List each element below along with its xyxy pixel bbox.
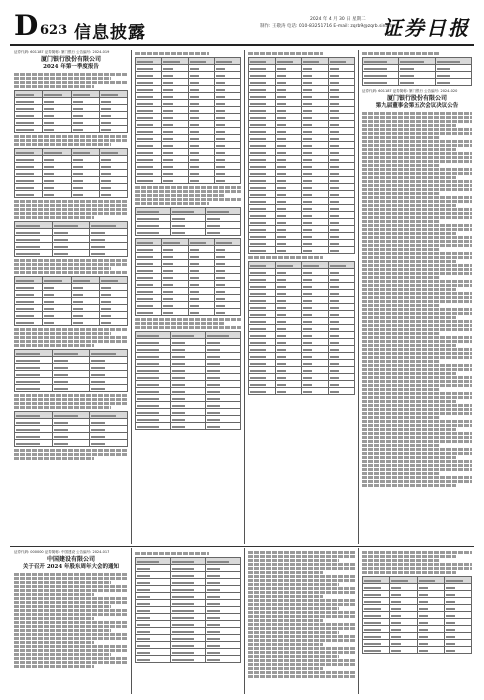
column-divider [358, 548, 359, 694]
announcement-title: 关于召开 2024 年股东周年大会的通知 [22, 564, 120, 570]
data-table [14, 349, 128, 392]
column-divider [244, 50, 245, 544]
table-heading [248, 256, 355, 259]
proxy-table [362, 576, 472, 654]
balance-sheet-column [248, 50, 355, 544]
data-table [135, 207, 241, 236]
board-resolution-column [362, 50, 472, 544]
body-text [14, 449, 128, 460]
newspaper-logo: 证券日报 [382, 16, 470, 40]
issue-date: 2024 年 4 月 30 日 星期二 [310, 17, 366, 22]
data-table [14, 411, 128, 447]
body-text [14, 573, 128, 668]
body-text [14, 135, 128, 146]
page-letter: D [14, 9, 39, 42]
meeting-agenda-column [135, 550, 241, 694]
body-text [14, 259, 128, 274]
body-text [14, 394, 128, 409]
section-name: 信息披露 [74, 23, 146, 43]
company-name: 厦门银行股份有限公司 [40, 56, 101, 63]
body-text [14, 200, 128, 219]
body-text [362, 112, 472, 487]
body-text [14, 73, 128, 88]
agenda-table [135, 557, 241, 663]
column-divider [244, 548, 245, 694]
table-heading [135, 552, 241, 555]
column-divider [131, 548, 132, 694]
announcement-code: 证券代码: 601187 证券简称: 厦门银行 公告编号: 2024-019 [14, 50, 110, 54]
announcement-code: 证券代码: 000000 证券简称: 中国建设 公告编号: 2024-017 [14, 550, 110, 554]
data-table [248, 261, 355, 395]
body-text [14, 328, 128, 347]
body-text [135, 318, 241, 329]
page-number: 623 [40, 23, 68, 38]
quarterly-report-column [14, 50, 128, 544]
data-table [135, 57, 241, 184]
company-name: 厦门银行股份有限公司 [386, 95, 447, 102]
body-text [135, 186, 241, 205]
table-heading [248, 52, 355, 55]
financial-tables-column [135, 50, 241, 544]
editor-contact: 制作: 王敬涛 电话: 010-83251716 E-mail: zqrb9@zqrb.sina.net [260, 24, 398, 29]
data-table [135, 331, 241, 430]
masthead [10, 8, 474, 46]
announcement-code: 证券代码: 601187 证券简称: 厦门银行 公告编号: 2024-020 [362, 89, 458, 93]
data-table [14, 90, 128, 133]
table-heading [362, 52, 472, 55]
data-table [14, 276, 128, 326]
data-table [14, 148, 128, 198]
section-divider [10, 546, 474, 547]
body-text [362, 551, 472, 574]
data-table [248, 57, 355, 254]
data-table [14, 221, 128, 257]
column-divider [358, 50, 359, 544]
body-text [248, 551, 355, 678]
table-heading [135, 52, 241, 55]
announcement-title: 第九届董事会第五次会议决议公告 [375, 103, 459, 109]
meeting-details-column [248, 550, 355, 694]
shareholder-meeting-notice [14, 550, 128, 694]
proxy-form-column [362, 550, 472, 694]
data-table [362, 57, 472, 86]
company-name: 中国建设有限公司 [46, 556, 95, 563]
report-title: 2024 年第一季度报告 [43, 64, 99, 70]
column-divider [131, 50, 132, 544]
data-table [135, 238, 241, 316]
